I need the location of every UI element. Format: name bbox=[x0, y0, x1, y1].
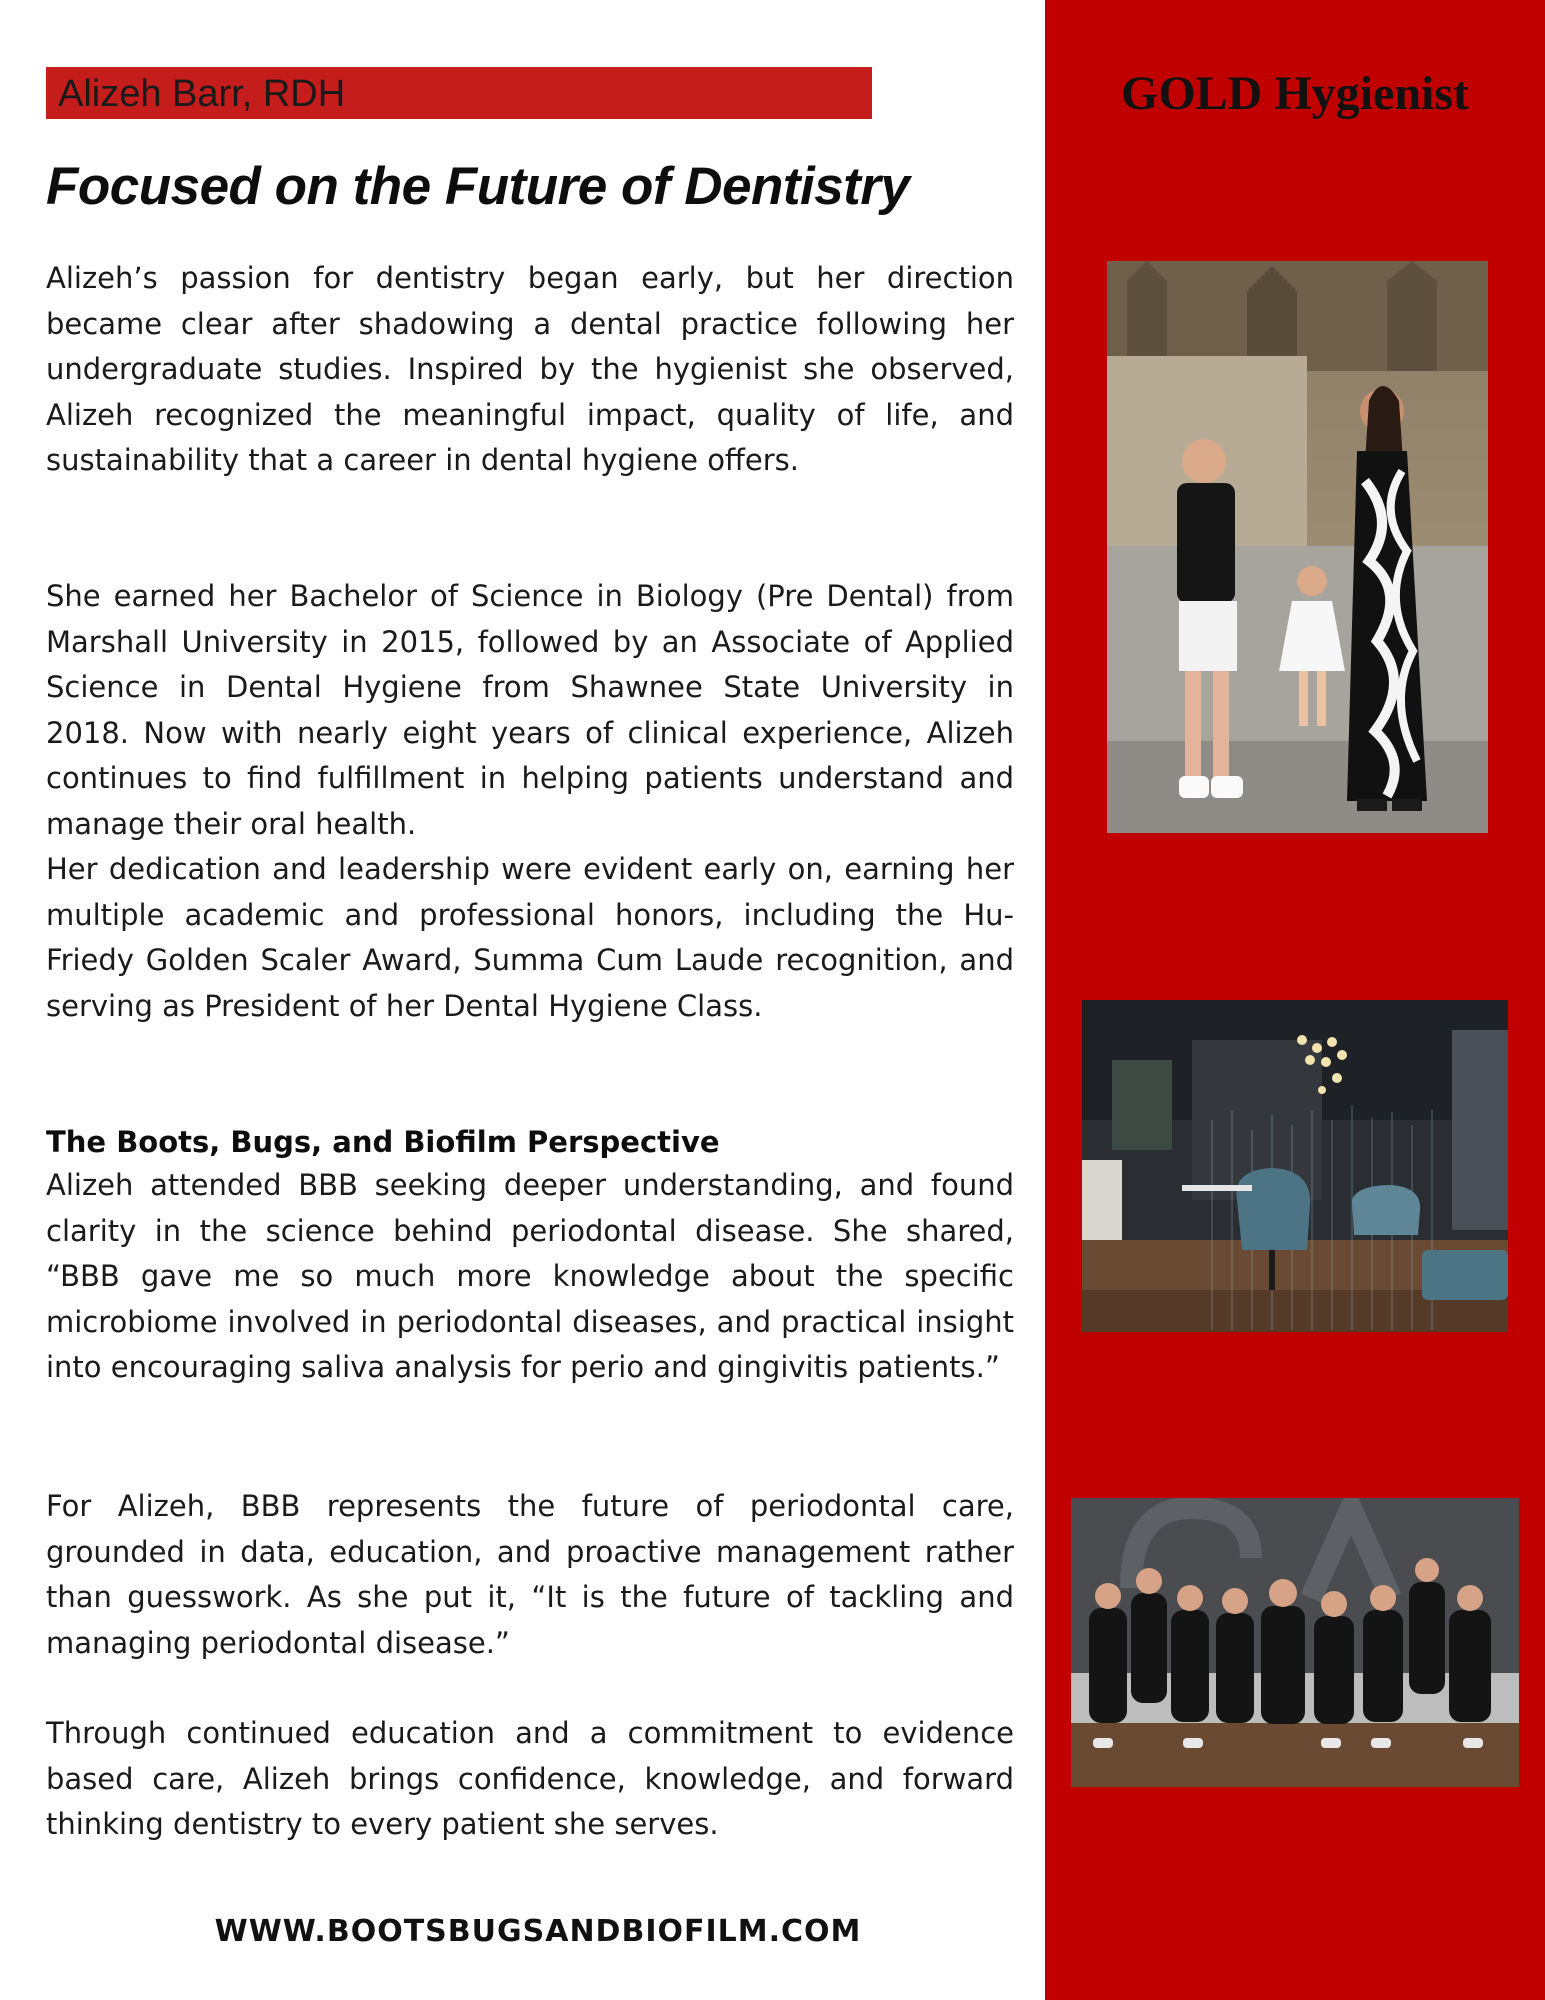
paragraph-bbb-quote: Alizeh attended BBB seeking deeper understanding, and found clarity in the science behind periodontal disease. She shared, “BBB gave me so much more knowledge about the specific microbiome involved in periodontal diseases, and practical insight into encouraging saliva analysis for perio and gingivitis patients.” bbox=[46, 1168, 1014, 1384]
paragraph-closing: Through continued education and a commitment to evidence based care, Alizeh brings confidence, knowledge, and forward thinking dentistry to every patient she serves. bbox=[46, 1716, 1014, 1841]
gold-hygienist-title: GOLD Hygienist bbox=[1120, 67, 1470, 120]
paragraph-future: For Alizeh, BBB represents the future of periodontal care, grounded in data, education, and proactive management rather than guesswork. As she put it, “It is the future of tackling and managing periodontal disease.” bbox=[46, 1489, 1014, 1660]
paragraph-honors: Her dedication and leadership were evident early on, earning her multiple academic and professional honors, including the Hu-Friedy Golden Scaler Award, Summa Cum Laude recognition, and serving as President of her Dental Hygiene Class. bbox=[46, 852, 1014, 1023]
paragraph-passion: Alizeh’s passion for dentistry began early, but her direction became clear after shadowing a dental practice following her undergraduate studies. Inspired by the hygienist she observed, Alizeh recognized the meaningful impact, quality of life, and sustainability that a career in dental hygiene offers. bbox=[46, 261, 1014, 477]
family-photo bbox=[1107, 261, 1488, 833]
page-headline: Focused on the Future of Dentistry bbox=[46, 157, 910, 216]
website-url[interactable]: WWW.BOOTSBUGSANDBIOFILM.COM bbox=[214, 1914, 862, 1949]
team-group-photo bbox=[1071, 1498, 1519, 1787]
paragraph-education: She earned her Bachelor of Science in Biology (Pre Dental) from Marshall University in 2015, followed by an Associate of Applied Science in Dental Hygiene from Shawnee State University in 2018. Now with nearly eight years of clinical experience, Alizeh continues to find fulfillment in helping patients understand and manage their oral health. bbox=[46, 579, 1014, 841]
section-heading-bbb: The Boots, Bugs, and Biofilm Perspective bbox=[46, 1125, 720, 1159]
office-lounge-photo bbox=[1082, 1000, 1508, 1332]
hygienist-name: Alizeh Barr, RDH bbox=[58, 73, 346, 115]
sidebar-divider bbox=[1040, 0, 1045, 2000]
name-banner bbox=[46, 67, 872, 119]
